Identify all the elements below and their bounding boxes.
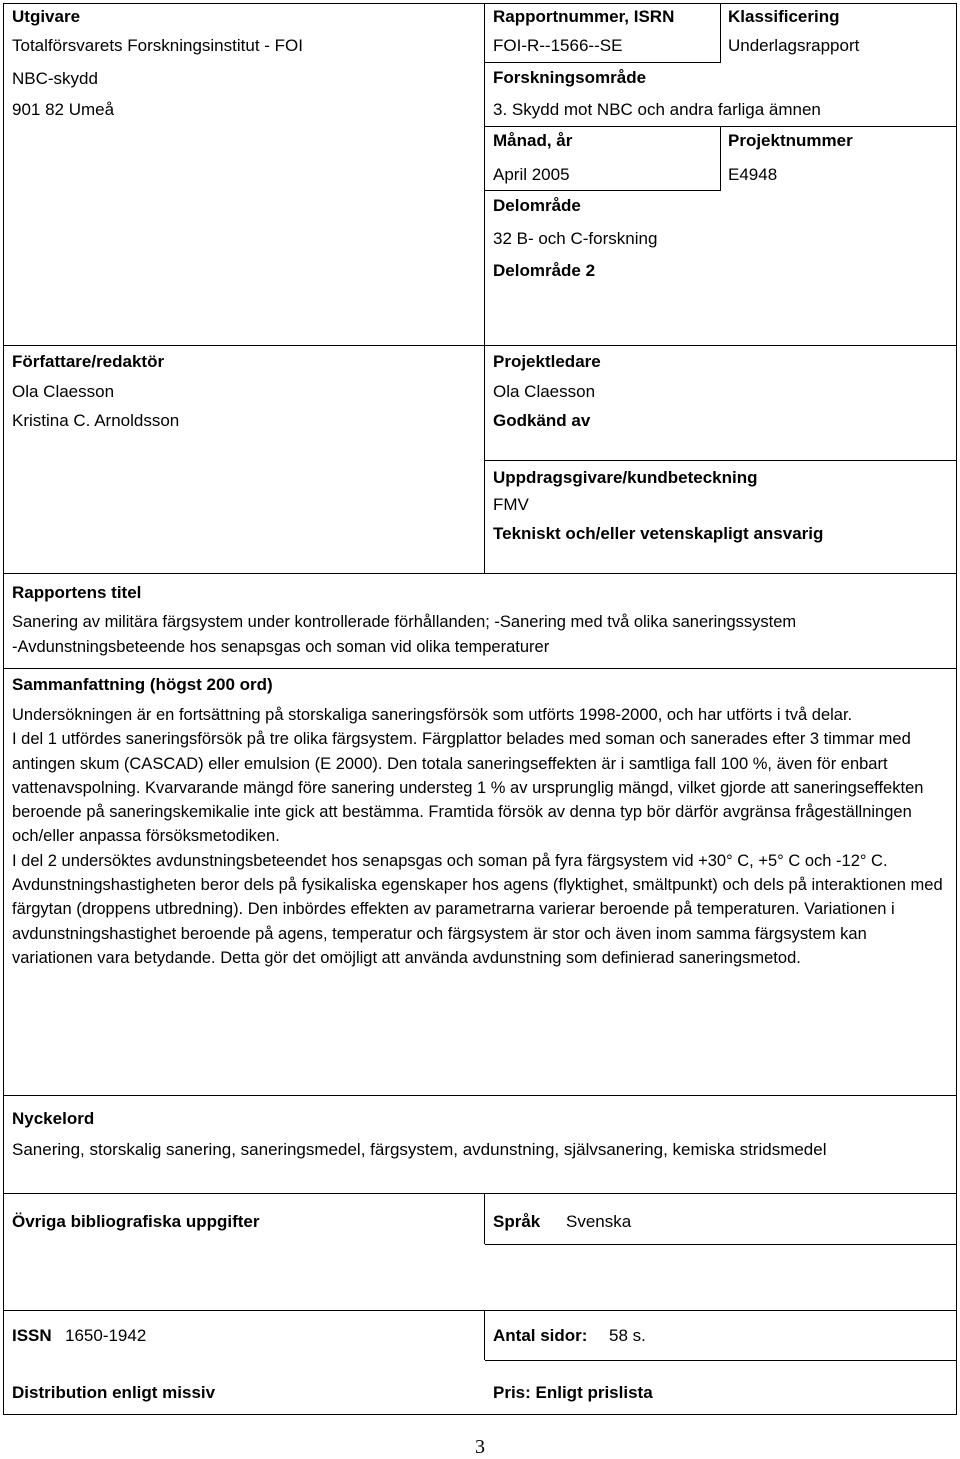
research-area-heading: Forskningsområde <box>493 68 647 87</box>
project-number-value: E4948 <box>728 165 778 184</box>
client-value: FMV <box>493 495 529 514</box>
divider <box>484 3 485 345</box>
issn-value: 1650-1942 <box>65 1326 147 1345</box>
classification-value: Underlagsrapport <box>728 36 860 55</box>
price-heading: Pris: Enligt prislista <box>493 1383 653 1402</box>
summary-paragraph: I del 2 undersöktes avdunstningsbeteendet hos senapsgas och soman på fyra färgsystem vid +30° C, +5° C och -12° C. Avdunstningshastigheten beror dels på fysikaliska egenskaper hos agens (flyktighet, smältpunkt) och dels på interaktionen med färgytan (droppens utbredning). Den inbördes effekten av parametrarna varierar beroende på temperaturen. Variationen i avdunstningshastighet beroende på agens, temperatur och färgsystem är stor och även inom samma färgsystem kan variationen vara betydande. Detta gör det omöjligt att använda avdunstning som definierad saneringsmetod. <box>12 851 943 967</box>
report-title-line: -Avdunstningsbeteende hos senapsgas och soman vid olika temperaturer <box>12 638 550 656</box>
subarea-heading: Delområde <box>493 196 581 215</box>
pages-heading: Antal sidor: <box>493 1326 588 1345</box>
classification-heading: Klassificering <box>728 7 840 26</box>
divider <box>484 1193 485 1244</box>
divider <box>720 126 721 190</box>
divider <box>485 1244 957 1245</box>
publisher-line: 901 82 Umeå <box>12 100 115 119</box>
approved-by-heading: Godkänd av <box>493 411 591 430</box>
pages-value: 58 s. <box>609 1326 646 1345</box>
divider <box>485 460 957 461</box>
page-number: 3 <box>475 1436 485 1458</box>
language-value: Svenska <box>566 1212 632 1231</box>
divider <box>3 345 957 346</box>
divider <box>484 1310 485 1360</box>
publisher-line: NBC-skydd <box>12 69 98 88</box>
divider <box>3 573 957 574</box>
report-title-line: Sanering av militära färgsystem under kontrollerade förhållanden; -Sanering med två olika saneringssystem <box>12 613 797 631</box>
language-heading: Språk <box>493 1212 541 1231</box>
divider <box>485 1360 957 1361</box>
responsible-heading: Tekniskt och/eller vetenskapligt ansvarig <box>493 524 824 543</box>
month-year-heading: Månad, år <box>493 131 573 150</box>
divider <box>485 190 721 191</box>
summary-paragraph: I del 1 utfördes saneringsförsök på tre olika färgsystem. Färgplattor belades med soman och sanerades efter 3 timmar med antingen skum (CASCAD) eller emulsion (E 2000). Den totala saneringseffekten är i samtliga fall 100 %, även för enbart vattenavspolning. Kvarvarande mängd före sanering understeg 1 % av ursprunglig mängd, vilket gjorde att saneringseffekten beroende på saneringskemikalie inte gick att bestämma. Framtida försök av denna typ bör därför avgränsa frågeställningen och/eller anpassa försöksmetodiken. <box>12 730 924 846</box>
distribution-heading: Distribution enligt missiv <box>12 1383 216 1402</box>
divider <box>3 1310 957 1311</box>
project-leader-value: Ola Claesson <box>493 382 596 401</box>
divider <box>485 62 721 63</box>
month-year-value: April 2005 <box>493 165 570 184</box>
subarea2-heading: Delområde 2 <box>493 261 596 280</box>
summary-heading: Sammanfattning (högst 200 ord) <box>12 675 273 694</box>
report-title-heading: Rapportens titel <box>12 583 142 602</box>
divider <box>720 3 721 62</box>
keywords-value: Sanering, storskalig sanering, saneringsmedel, färgsystem, avdunstning, självsanering, kemiska stridsmedel <box>12 1140 827 1159</box>
summary-body <box>12 703 952 970</box>
project-number-heading: Projektnummer <box>728 131 853 150</box>
authors-heading: Författare/redaktör <box>12 352 165 371</box>
project-leader-heading: Projektledare <box>493 352 601 371</box>
divider <box>3 668 957 669</box>
author-name: Ola Claesson <box>12 382 115 401</box>
author-name: Kristina C. Arnoldsson <box>12 411 180 430</box>
report-number-value: FOI-R--1566--SE <box>493 36 623 55</box>
report-number-heading: Rapportnummer, ISRN <box>493 7 675 26</box>
client-heading: Uppdragsgivare/kundbeteckning <box>493 468 758 487</box>
publisher-line: Totalförsvarets Forskningsinstitut - FOI <box>12 36 303 55</box>
summary-paragraph: Undersökningen är en fortsättning på storskaliga saneringsförsök som utförts 1998-2000, och har utförts i två delar. <box>12 706 853 724</box>
research-area-value: 3. Skydd mot NBC och andra farliga ämnen <box>493 100 821 119</box>
divider <box>485 126 957 127</box>
keywords-heading: Nyckelord <box>12 1109 95 1128</box>
divider <box>3 1095 957 1096</box>
subarea-value: 32 B- och C-forskning <box>493 229 658 248</box>
other-biblio-heading: Övriga bibliografiska uppgifter <box>12 1212 260 1231</box>
divider <box>3 1193 957 1194</box>
divider <box>484 345 485 573</box>
issn-heading: ISSN <box>12 1326 52 1345</box>
publisher-heading: Utgivare <box>12 7 81 26</box>
